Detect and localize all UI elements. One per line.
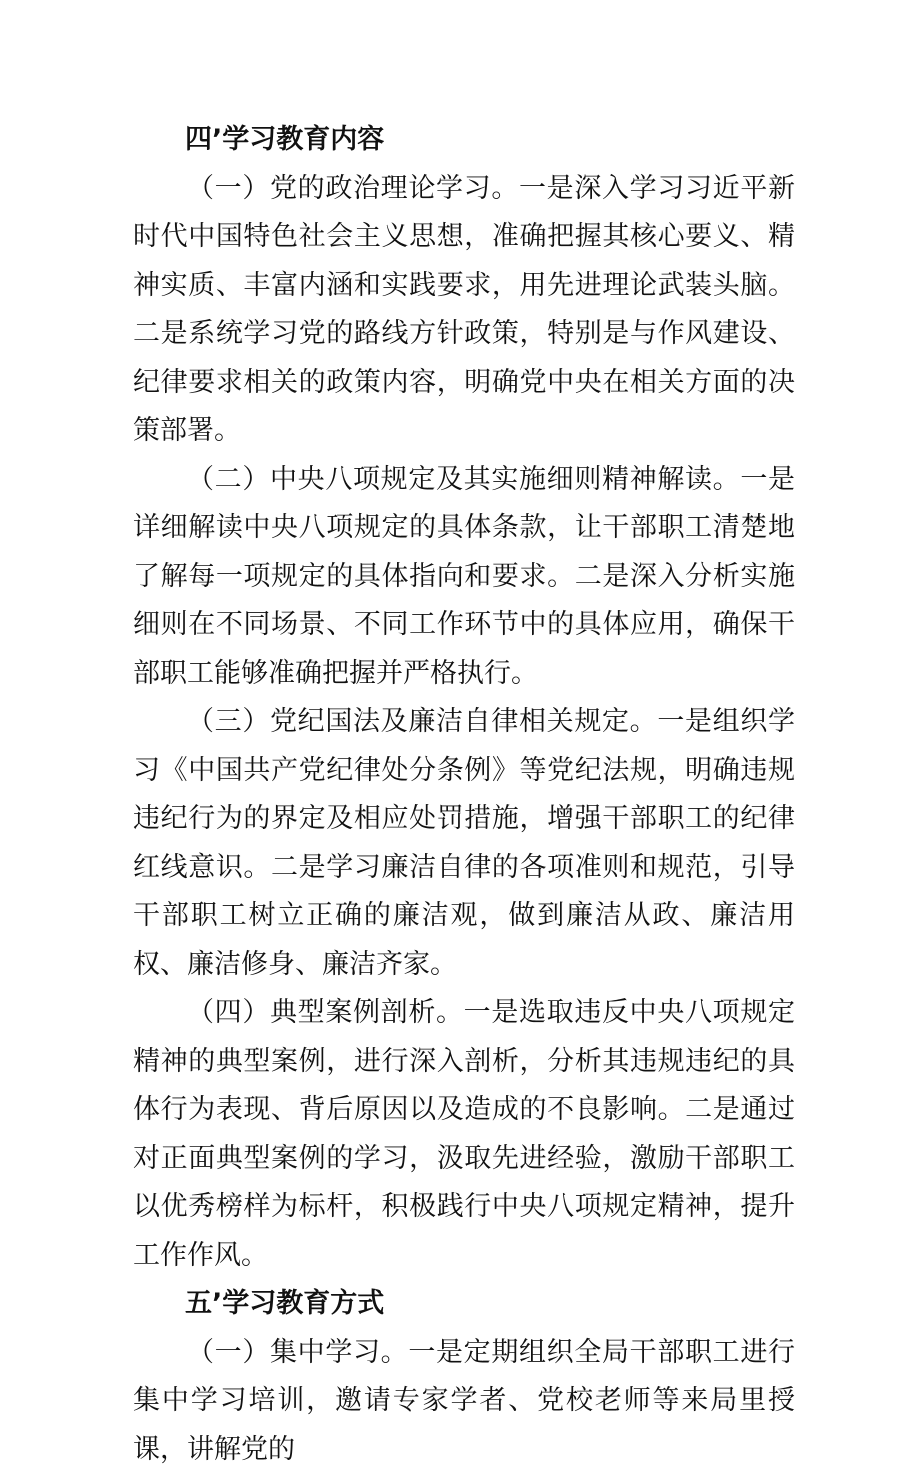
paragraph-party-discipline: （三）党纪国法及廉洁自律相关规定。一是组织学习《中国共产党纪律处分条例》等党纪法规，明确违规违纪行为的界定及相应处罚措施，增强干部职工的纪律红线意识。二是学习廉洁自律的各项准则和规范，引导干部职工树立正确的廉洁观，做到廉洁从政、廉洁用权、廉洁修身、廉洁齐家。 (133, 698, 795, 989)
paragraph-political-theory: （一）党的政治理论学习。一是深入学习习近平新时代中国特色社会主义思想，准确把握其核心要义、精神实质、丰富内涵和实践要求，用先进理论武装头脑。二是系统学习党的路线方针政策，特别是与作风建设、纪律要求相关的政策内容，明确党中央在相关方面的决策部署。 (133, 165, 795, 456)
paragraph-centralized-study: （一）集中学习。一是定期组织全局干部职工进行集中学习培训，邀请专家学者、党校老师等来局里授课，讲解党的 (133, 1329, 795, 1474)
section-heading-study-methods: 五’学习教育方式 (133, 1280, 795, 1329)
section-heading-study-content: 四’学习教育内容 (133, 116, 795, 165)
document-body (133, 116, 795, 1474)
paragraph-eight-rules: （二）中央八项规定及其实施细则精神解读。一是详细解读中央八项规定的具体条款，让干部职工清楚地了解每一项规定的具体指向和要求。二是深入分析实施细则在不同场景、不同工作环节中的具体应用，确保干部职工能够准确把握并严格执行。 (133, 456, 795, 699)
paragraph-case-analysis: （四）典型案例剖析。一是选取违反中央八项规定精神的典型案例，进行深入剖析，分析其违规违纪的具体行为表现、背后原因以及造成的不良影响。二是通过对正面典型案例的学习，汲取先进经验，激励干部职工以优秀榜样为标杆，积极践行中央八项规定精神，提升工作作风。 (133, 989, 795, 1280)
